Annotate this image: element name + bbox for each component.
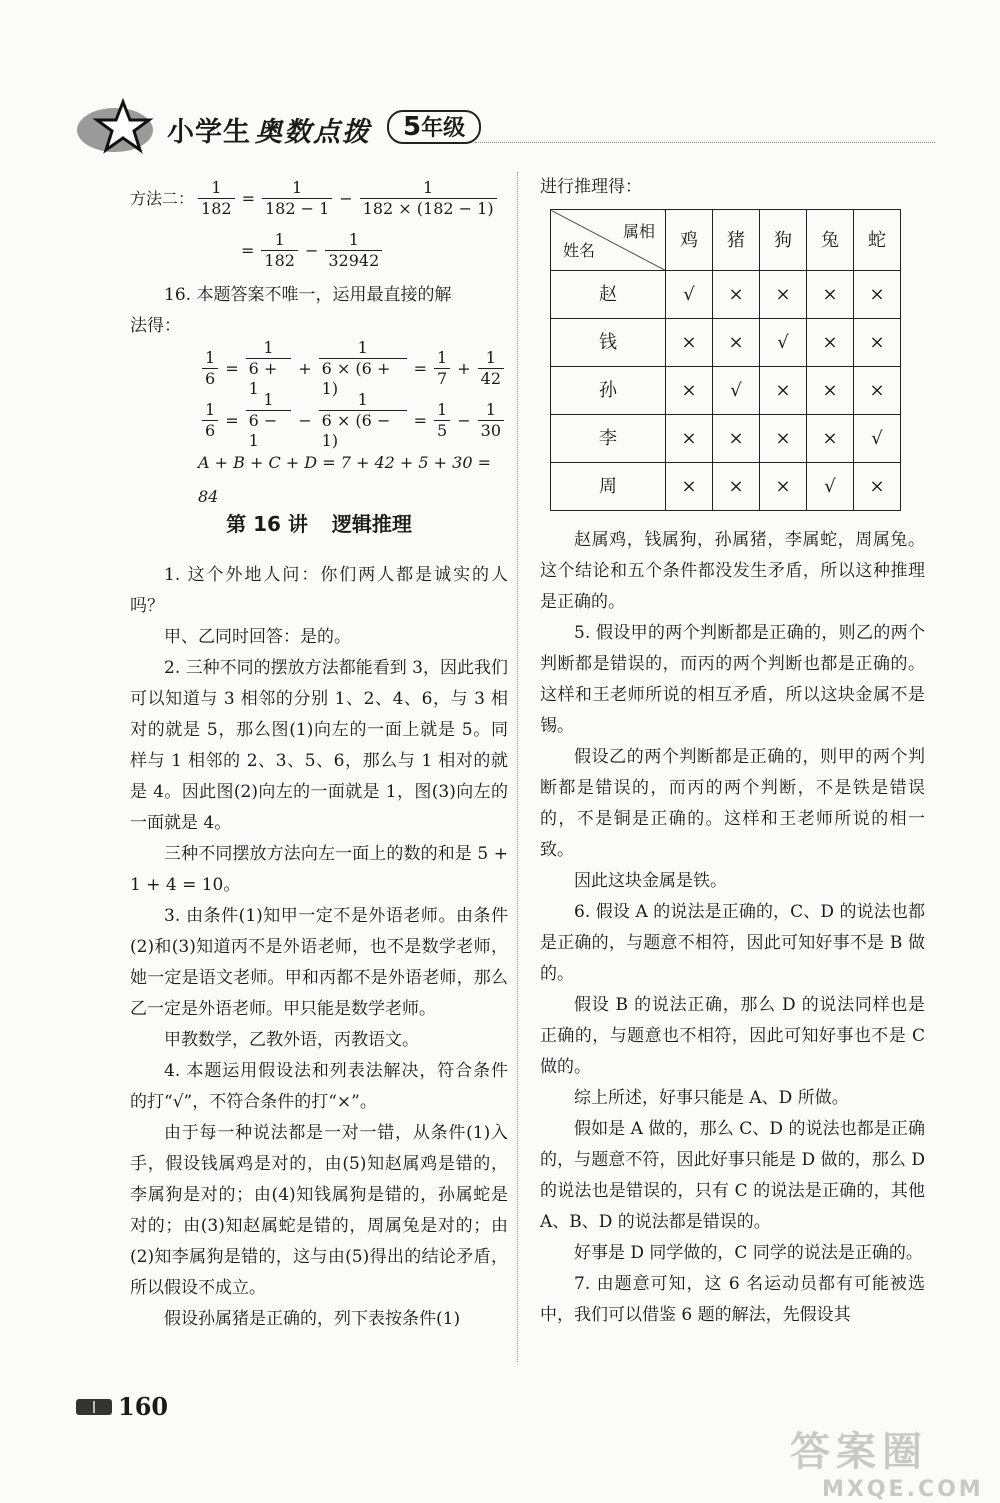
operator: − [339,188,353,208]
method2-label: 方法二： [130,188,195,208]
table-row [551,319,901,367]
watermark [790,1420,984,1502]
watermark-text: 答案圈 [790,1429,928,1475]
denominator: 42 [478,368,504,389]
fraction [319,390,407,451]
table-cell: × [854,271,901,319]
table-cell: × [807,367,854,415]
fraction [478,348,504,389]
table-cell: × [760,271,807,319]
table-cell: √ [760,319,807,367]
fraction [202,348,218,389]
row-name: 李 [551,415,666,463]
table-corner-cell [551,210,666,271]
denominator: 6 [202,368,218,389]
fraction [360,178,497,219]
table-cell: √ [854,415,901,463]
operator: − [304,240,319,260]
column-header: 蛇 [854,210,901,271]
paragraph-16: 16. 本题答案不唯一，运用最直接的解 [164,285,452,305]
operator: = [225,358,239,378]
table-cell: × [713,415,760,463]
sum-line: A + B + C + D = 7 + 42 + 5 + 30 = 84 [198,453,491,506]
numerator: 1 [205,347,216,367]
table-row [551,415,901,463]
grade-number: 5 [403,112,422,142]
table-cell: √ [666,271,713,319]
lecture-title: 逻辑推理 [331,512,412,536]
numerator: 1 [437,347,448,367]
table-row [551,367,901,415]
paragraph: 好事是 D 同学做的，C 同学的说法是正确的。 [574,1243,923,1263]
fraction [202,400,218,441]
numerator: 1 [437,399,448,419]
watermark-url: MXQE.COM [822,1477,984,1502]
operator: + [298,358,312,378]
paragraph: 综上所述，好事只能是 A、D 所做。 [574,1088,849,1108]
fraction [434,348,450,389]
paragraph: 6. 假设 A 的说法是正确的，C、D 的说法也都是正确的，与题意不相符，因此可知好事不是 B 做的。 [540,902,925,984]
page-number-text: 160 [118,1392,169,1421]
operator: = [413,410,428,430]
denominator: 182 [261,250,298,271]
operator: − [298,410,312,430]
paragraph: 甲、乙同时回答：是的。 [164,627,351,647]
paragraph: 4. 本题运用假设法和列表法解决，符合条件的打“√”，不符合条件的打“×”。 [130,1061,508,1112]
table-cell: × [807,271,854,319]
left-column [130,172,508,1335]
table-cell: × [854,463,901,511]
fraction [262,178,332,219]
paragraph: 5. 假设甲的两个判断都是正确的，则乙的两个判断都是错误的，而丙的两个判断也都是正确的。这样和王老师所说的相互矛盾，所以这块金属不是锡。 [540,623,925,736]
zodiac-table [550,209,901,511]
equation-diff [198,389,508,450]
paragraph: 假设 B 的说法正确，那么 D 的说法同样也是正确的，与题意也不相符，因此可知好事也不是 C 做的。 [540,995,925,1077]
paragraph: 3. 由条件(1)知甲一定不是外语老师。由条件(2)和(3)知道丙不是外语老师，也不是数学老师，她一定是语文老师。甲和丙都不是外语老师，那么乙一定是外语老师。甲只能是数学老师。 [130,906,508,1019]
paragraph: 假如是 A 做的，那么 C、D 的说法也都是正确的，与题意不符，因此好事只能是 D 做的，那么 D 的说法也是错误的，只有 C 的说法是正确的，其他 A、B、D 的说法都是错误的。 [540,1119,925,1232]
fraction [198,178,235,219]
denominator: 182 − 1 [262,198,332,219]
fraction [246,390,292,451]
table-cell: × [760,367,807,415]
numerator: 1 [357,389,368,409]
denominator: 32942 [325,250,382,271]
header-rule [475,142,935,143]
paragraph: 由于每一种说法都是一对一错，从条件(1)入手，假设钱属鸡是对的，由(5)知赵属鸡是错的，李属狗是对的；由(4)知钱属狗是错的，孙属蛇是对的；由(3)知赵属蛇是错的，周属兔是对的；由(2)知李属狗是错的，这与由(5)得出的结论矛盾，所以假设不成立。 [130,1123,508,1298]
row-name: 周 [551,463,666,511]
operator: + [457,358,471,378]
numerator: 1 [211,177,222,197]
denominator: 6 × (6 − 1) [319,410,407,451]
brand-title [167,110,371,149]
column-header: 猪 [713,210,760,271]
denominator: 6 [202,420,218,441]
numerator: 1 [205,399,216,419]
right-column [540,172,925,1331]
paragraph: 1. 这个外地人问：你们两人都是诚实的人吗？ [130,565,508,616]
paragraph-16-cont: 法得： [130,316,181,336]
table-cell: √ [713,367,760,415]
operator: = [413,358,428,378]
numerator: 1 [485,399,496,419]
brand-fancy: 奥数点拨 [255,117,371,148]
numerator: 1 [263,389,274,409]
table-cell: × [666,463,713,511]
denominator: 6 + 1 [246,358,292,399]
method2-equation [130,172,508,224]
method2-equation-line2 [238,224,508,276]
grade-badge [387,110,481,144]
table-row [551,271,901,319]
table-cell: √ [807,463,854,511]
table-header-row [551,210,901,271]
page-number [76,1392,168,1421]
denominator: 182 × (182 − 1) [360,198,497,219]
numerator: 1 [348,229,359,249]
equation-sum [198,337,508,398]
paragraph: 7. 由题意可知，这 6 名运动员都有可能被选中，我们可以借鉴 6 题的解法，先假设其 [540,1274,925,1325]
row-name: 孙 [551,367,666,415]
table-cell: × [713,319,760,367]
numerator: 1 [357,337,368,357]
paragraph: 三种不同摆放方法向左一面上的数的和是 5 + 1 + 4 = 10。 [130,844,508,895]
row-name: 钱 [551,319,666,367]
table-cell: × [760,415,807,463]
table-cell: × [666,415,713,463]
lecture-heading [130,494,508,554]
column-header: 鸡 [666,210,713,271]
table-intro: 进行推理得： [540,177,642,197]
denominator: 6 × (6 + 1) [319,358,407,399]
operator: = [241,240,255,260]
denominator: 182 [198,198,235,219]
fraction [478,400,504,441]
denominator: 5 [434,420,450,441]
table-cell: × [666,367,713,415]
operator: − [457,410,471,430]
fraction [325,230,382,271]
brand-prefix: 小学生 [167,117,251,148]
column-divider [517,172,518,1362]
star-logo-icon [75,98,165,158]
fraction [261,230,298,271]
paragraph: 假设乙的两个判断都是正确的，则甲的两个判断都是错误的，而丙的两个判断，不是铁是错误的，不是铜是正确的。这样和王老师所说的相一致。 [540,747,925,860]
table-cell: × [854,367,901,415]
numerator: 1 [274,229,285,249]
paragraph: 假设孙属猪是正确的，列下表按条件(1) [164,1309,461,1329]
denominator: 7 [434,368,450,389]
paragraph: 甲教数学，乙教外语，丙教语文。 [164,1030,419,1050]
paragraph: 2. 三种不同的摆放方法都能看到 3，因此我们可以知道与 3 相邻的分别 1、2、4、6，与 3 相对的就是 5，那么图(1)向左的一面上就是 5。同样与 1 相邻的 2、3、5、6，那么与 1 相对的就是 4。因此图(2)向左的一面就是 1，图(3)向左的一面就是 4。 [130,658,508,833]
column-header: 兔 [807,210,854,271]
grade-suffix: 年级 [421,116,466,141]
corner-bottom-label: 姓名 [563,241,596,260]
table-cell: × [854,319,901,367]
lecture-number: 第 16 讲 [226,512,308,536]
paragraph: 因此这块金属是铁。 [574,871,727,891]
table-cell: × [807,319,854,367]
table-cell: × [760,463,807,511]
table-cell: × [666,319,713,367]
column-header: 狗 [760,210,807,271]
paragraph: 赵属鸡，钱属狗，孙属猪，李属蛇，周属兔。这个结论和五个条件都没发生矛盾，所以这种推理是正确的。 [540,530,925,612]
table-cell: × [713,463,760,511]
row-name: 赵 [551,271,666,319]
operator: = [241,188,255,208]
operator: = [225,410,239,430]
page-header [75,98,935,162]
numerator: 1 [292,177,303,197]
numerator: 1 [485,347,496,367]
denominator: 30 [478,420,504,441]
table-cell: × [713,271,760,319]
fraction [434,400,450,441]
table-cell: × [807,415,854,463]
table-row [551,463,901,511]
corner-top-label: 属相 [622,222,655,241]
numerator: 1 [423,177,434,197]
numerator: 1 [263,337,274,357]
book-icon [76,1399,112,1415]
denominator: 6 − 1 [246,410,292,451]
